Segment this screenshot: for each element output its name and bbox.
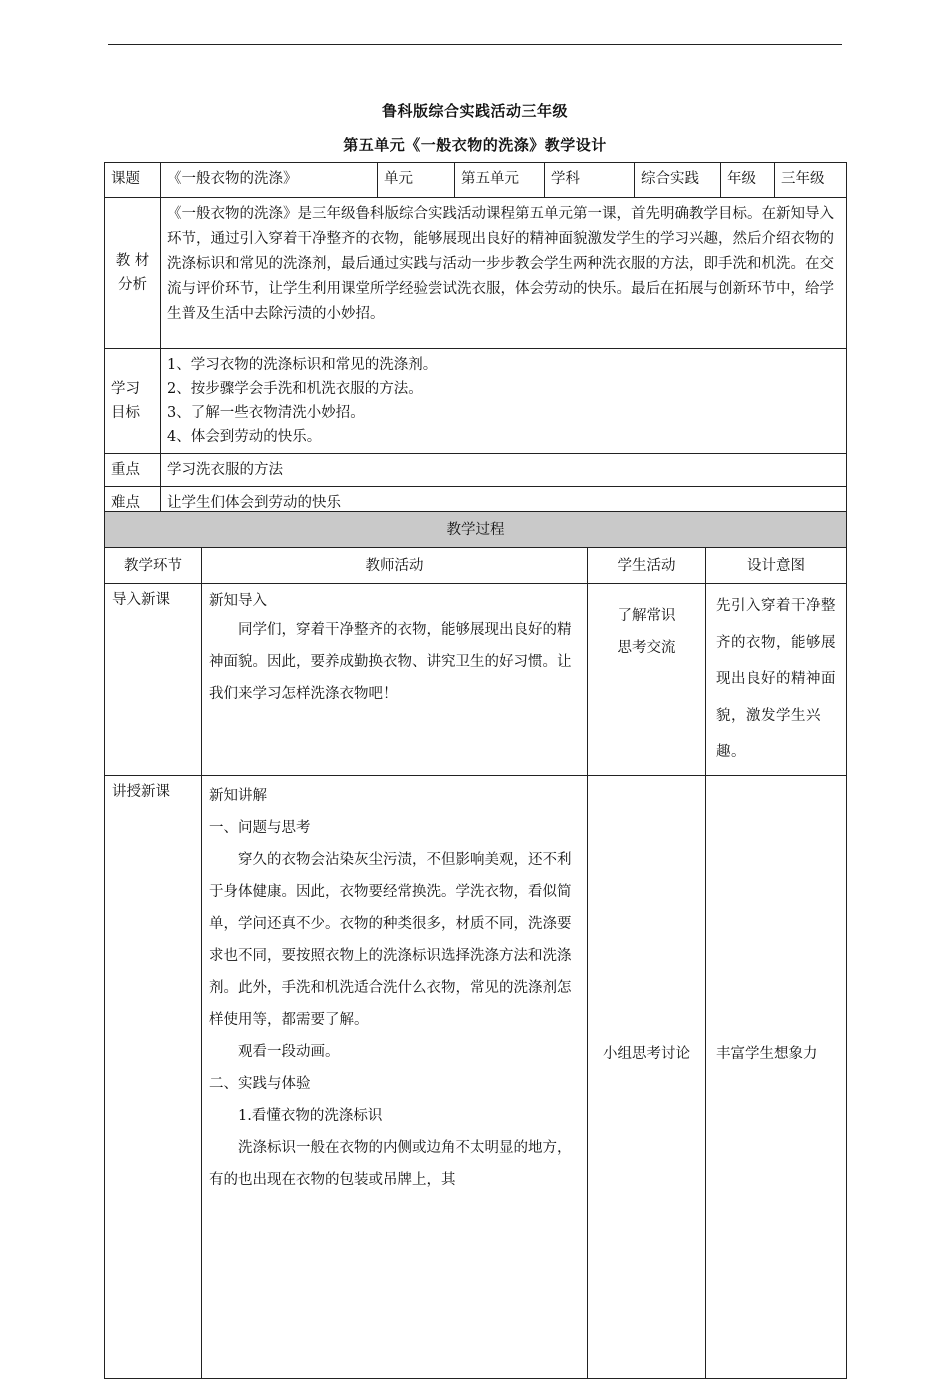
analysis-label (105, 198, 161, 349)
subject-value: 综合实践 (635, 163, 721, 198)
objective-item: 2、按步骤学会手洗和机洗衣服的方法。 (167, 381, 423, 397)
design-intent-lesson: 丰富学生想象力 (706, 775, 847, 1378)
key-value: 学习洗衣服的方法 (161, 454, 847, 487)
difficulty-label: 难点 (105, 487, 161, 520)
teacher-paragraph: 洗涤标识一般在衣物的内侧或边角不太明显的地方，有的也出现在衣物的包装或吊牌上，其 (209, 1139, 572, 1188)
unit-label: 单元 (378, 163, 455, 198)
key-label: 重点 (105, 454, 161, 487)
process-title-row (105, 512, 847, 548)
document-title-line2: 第五单元《一般衣物的洗涤》教学设计 (343, 136, 607, 154)
objectives-label-line2: 目标 (111, 405, 140, 421)
teacher-paragraph: 穿久的衣物会沾染灰尘污渍，不但影响美观，还不利于身体健康。因此，衣物要经常换洗。学洗衣物，看似简单，学问还真不少。衣物的种类很多，材质不同，洗涤要求也不同，要按照衣物上的洗涤标识选择洗涤方法和洗涤剂。此外，手洗和机洗适合洗什么衣物，常见的洗涤剂怎样使用等，都需要了解。 (209, 851, 572, 1028)
design-intent-intro: 先引入穿着干净整齐的衣物，能够展现出良好的精神面貌，激发学生兴趣。 (706, 584, 847, 776)
info-row-analysis (105, 198, 847, 349)
teacher-paragraph: 观看一段动画。 (238, 1043, 340, 1060)
header-design-intent: 设计意图 (706, 548, 847, 584)
teaching-process-table (104, 511, 847, 1379)
grade-label: 年级 (721, 163, 775, 198)
analysis-label-line1: 教 材 (115, 253, 150, 269)
objective-item: 4、体会到劳动的快乐。 (167, 429, 322, 445)
objective-item: 1、学习衣物的洗涤标识和常见的洗涤剂。 (167, 357, 438, 373)
unit-value: 第五单元 (455, 163, 545, 198)
lesson-info-table (104, 162, 847, 520)
section-heading: 一、问题与思考 (209, 819, 311, 836)
teacher-heading: 新知讲解 (209, 787, 267, 804)
subject-label: 学科 (545, 163, 635, 198)
teacher-activity-intro (202, 584, 588, 776)
teacher-activity-lesson (202, 775, 588, 1378)
objectives-label-line1: 学习 (111, 381, 140, 397)
analysis-label-line2: 分析 (118, 277, 147, 293)
student-activity-lesson: 小组思考讨论 (588, 775, 706, 1378)
topic-value: 《一般衣物的洗涤》 (161, 163, 378, 198)
info-row-objectives (105, 349, 847, 454)
student-activity-line: 了解常识 (617, 608, 676, 624)
objectives-list (161, 349, 847, 454)
info-row-topic (105, 163, 847, 198)
process-row-lesson (105, 775, 847, 1378)
process-row-intro (105, 584, 847, 776)
difficulty-value: 让学生们体会到劳动的快乐 (161, 487, 847, 520)
subsection-heading: 1.看懂衣物的洗涤标识 (238, 1107, 383, 1124)
header-student-activity: 学生活动 (588, 548, 706, 584)
header-rule (108, 44, 842, 45)
process-header-row (105, 548, 847, 584)
teacher-paragraph: 同学们，穿着干净整齐的衣物，能够展现出良好的精神面貌。因此，要养成勤换衣物、讲究卫生的好习惯。让我们来学习怎样洗涤衣物吧！ (209, 622, 572, 702)
teacher-heading: 新知导入 (209, 593, 267, 609)
student-activity-intro (588, 584, 706, 776)
header-teacher-activity: 教师活动 (202, 548, 588, 584)
grade-value: 三年级 (775, 163, 847, 198)
objective-item: 3、了解一些衣物清洗小妙招。 (167, 405, 365, 421)
stage-lesson: 讲授新课 (105, 775, 202, 1378)
analysis-text: 《一般衣物的洗涤》是三年级鲁科版综合实践活动课程第五单元第一课，首先明确教学目标。在新知导入环节，通过引入穿着干净整齐的衣物，能够展现出良好的精神面貌激发学生的学习兴趣，然后介绍衣物的洗涤标识和常见的洗涤剂，最后通过实践与活动一步步教会学生两种洗衣服的方法，即手洗和机洗。在交流与评价环节，让学生利用课堂所学经验尝试洗衣服，体会劳动的快乐。最后在拓展与创新环节中，给学生普及生活中去除污渍的小妙招。 (161, 198, 847, 349)
topic-label: 课题 (105, 163, 161, 198)
process-section-title: 教学过程 (105, 512, 847, 548)
student-activity-line: 思考交流 (617, 640, 676, 656)
header-stage: 教学环节 (105, 548, 202, 584)
stage-intro: 导入新课 (105, 584, 202, 776)
document-title-line1: 鲁科版综合实践活动三年级 (381, 102, 568, 120)
section-heading: 二、实践与体验 (209, 1075, 311, 1092)
info-row-key (105, 454, 847, 487)
objectives-label (105, 349, 161, 454)
